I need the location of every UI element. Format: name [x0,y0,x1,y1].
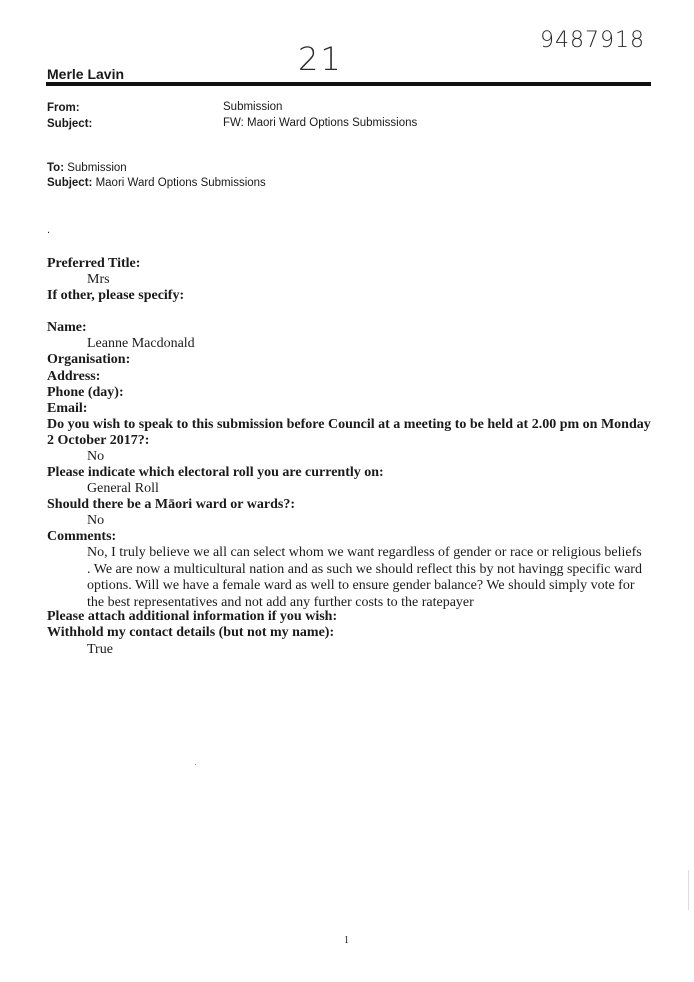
maori-ward-label: Should there be a Māori ward or wards?: [47,497,295,512]
email-label: Email: [47,401,88,416]
sender-name: Merle Lavin [47,66,125,82]
name-label: Name: [47,320,87,335]
scan-edge [688,870,689,910]
speak-label-line1: Do you wish to speak to this submission before Council at a meeting to be held at 2.00 pm on Monday [47,417,651,432]
forward-subject [47,177,266,189]
forward-subject-label: Subject: [47,177,93,189]
comments-value: No, I truly believe we all can select whom we want regardless of gender or race or religious beliefs . We are now a multicultural nation and as such we should reflect this by not havingg specific ward options. Will we have a female ward as well to ensure gender balance? We should simply vote for the best representatives and not add any further costs to the ratepayer [87,545,642,610]
to-value: Submission [67,162,127,174]
page-footer-number: 1 [344,935,349,946]
forward-to [47,162,127,174]
speak-label-line2: 2 October 2017?: [47,433,150,448]
withhold-value: True [87,642,113,657]
address-label: Address: [47,369,101,384]
from-label: From: [47,102,80,114]
to-label: To: [47,162,65,174]
scan-speck [195,764,196,765]
speak-value: No [87,449,105,464]
electoral-roll-value: General Roll [87,481,159,496]
preferred-title-value: Mrs [87,272,110,287]
electoral-roll-label: Please indicate which electoral roll you are currently on: [47,465,384,480]
subject-value: FW: Maori Ward Options Submissions [223,117,418,129]
subject-label: Subject: [47,118,93,130]
handwritten-page-number: 21 [298,40,343,78]
header-divider [46,82,651,86]
stray-dot: . [47,224,51,236]
forward-subject-value: Maori Ward Options Submissions [95,177,266,189]
if-other-label: If other, please specify: [47,288,185,303]
from-value: Submission [223,101,283,113]
maori-ward-value: No [87,513,105,528]
attach-label: Please attach additional information if you wish: [47,609,338,624]
comments-label: Comments: [47,529,117,544]
organisation-label: Organisation: [47,352,131,367]
handwritten-document-id: 9487918 [540,28,645,53]
preferred-title-label: Preferred Title: [47,256,141,271]
phone-label: Phone (day): [47,385,124,400]
withhold-label: Withhold my contact details (but not my name): [47,625,335,640]
name-value: Leanne Macdonald [87,336,195,351]
